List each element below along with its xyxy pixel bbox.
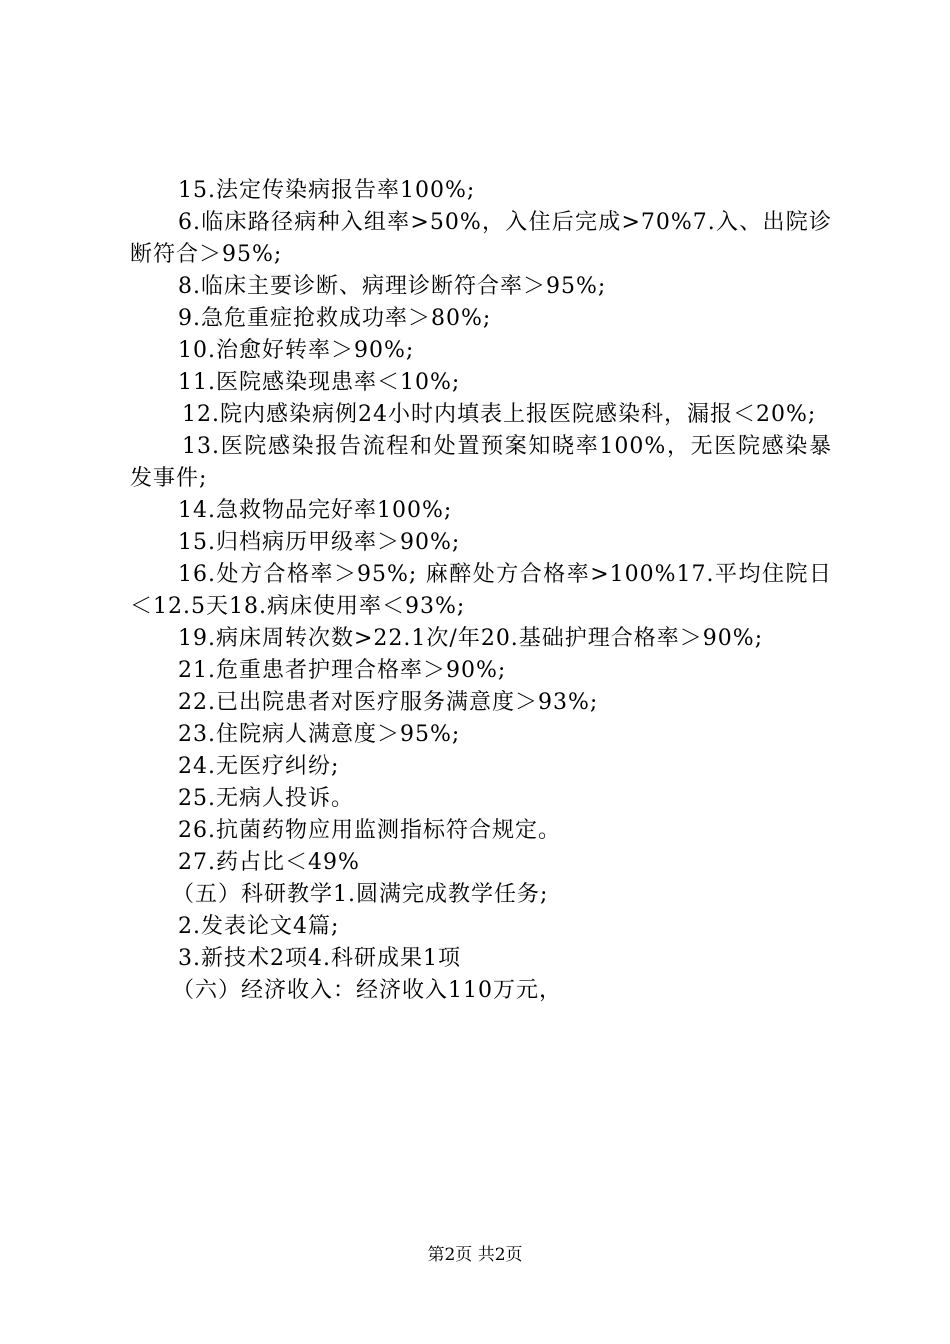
paragraph-line: 13.医院感染报告流程和处置预案知晓率100%，无医院感染暴发事件; [130,434,832,491]
paragraph-line: 8.临床主要诊断、病理诊断符合率＞95%; [178,274,607,299]
paragraph-line: 19.病床周转次数>22.1次/年20.基础护理合格率＞90%; [178,626,764,651]
paragraph-line: 9.急危重症抢救成功率＞80%; [178,306,492,331]
paragraph-line: 11.医院感染现患率＜10%; [178,370,461,395]
paragraph-line: 26.抗菌药物应用监测指标符合规定。 [178,818,561,843]
paragraph-line: 14.急救物品完好率100%; [178,498,453,523]
page-footer [0,1244,950,1266]
paragraph-line: 15.归档病历甲级率＞90%; [178,530,461,555]
paragraph-line: 25.无病人投诉。 [178,786,354,811]
document-body [130,175,832,1007]
paragraph-line: （六）经济收入：经济收入110万元， [172,978,562,1003]
paragraph-line: 22.已出院患者对医疗服务满意度＞93%; [178,690,599,715]
paragraph-line: 21.危重患者护理合格率＞90%; [178,658,507,683]
paragraph-line: 24.无医疗纠纷; [178,754,340,779]
paragraph-line: （五）科研教学1.圆满完成教学任务; [172,882,549,907]
paragraph-line: 12.院内感染病例24小时内填表上报医院感染科，漏报＜20%; [182,402,817,427]
paragraph-line: 3.新技术2项4.科研成果1项 [178,946,461,971]
paragraph-line: 15.法定传染病报告率100%; [178,178,476,203]
paragraph-line: 6.临床路径病种入组率>50%，入住后完成>70%7.入、出院诊断符合＞95%; [130,210,832,267]
paragraph-line: 2.发表论文4篇; [178,914,340,939]
paragraph-line: 23.住院病人满意度＞95%; [178,722,461,747]
paragraph-line: 27.药占比＜49% [178,850,360,875]
paragraph-line: 16.处方合格率＞95%; 麻醉处方合格率>100%17.平均住院日＜12.5天18.病床使用率＜93%; [130,562,832,619]
paragraph-line: 10.治愈好转率＞90%; [178,338,415,363]
page-number: 第2页 共2页 [427,1245,523,1265]
